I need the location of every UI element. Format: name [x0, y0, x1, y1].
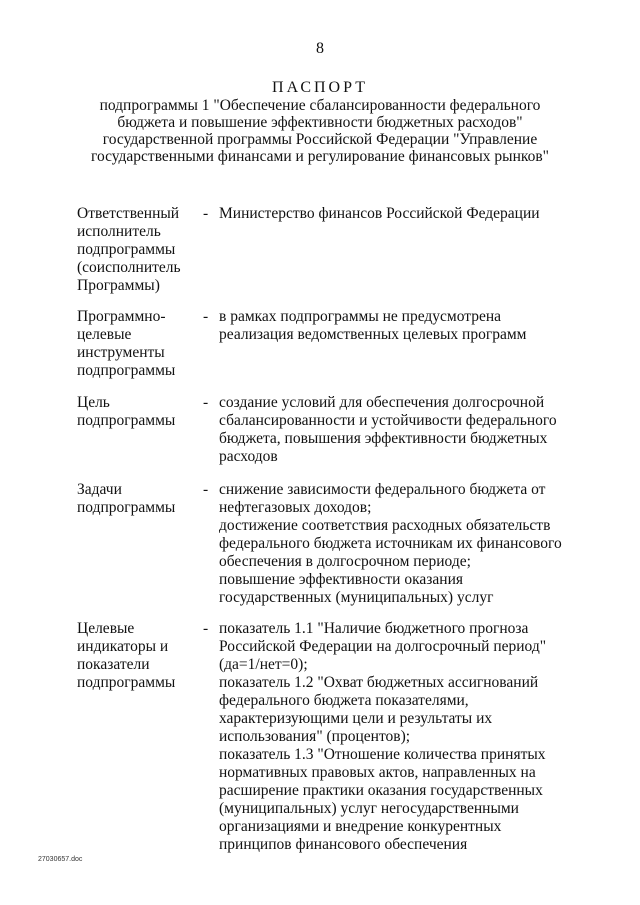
row-value: [219, 205, 559, 223]
label-line: подпрограммы: [77, 412, 176, 429]
value-line: показатель 1.1 "Наличие бюджетного прогноза: [219, 620, 529, 637]
document-title: ПАСПОРТ: [272, 79, 368, 96]
subtitle-line: бюджета и повышение эффективности бюджетных расходов": [117, 114, 523, 131]
value-line: нормативных правовых актов, направленных на: [219, 764, 536, 781]
value-line: реализация ведомственных целевых программ: [219, 326, 527, 343]
label-line: инструменты: [77, 344, 165, 361]
row-dash: -: [203, 481, 209, 498]
document-subtitle: [60, 97, 580, 165]
value-line: снижение зависимости федерального бюджета от: [219, 481, 546, 498]
label-line: индикаторы и: [77, 638, 169, 655]
label-line: целевые: [77, 326, 132, 343]
page-number: 8: [316, 40, 324, 57]
row-label: [77, 481, 195, 517]
value-line: принципов финансового обеспечения: [219, 836, 468, 853]
row-dash: -: [203, 394, 209, 411]
row-value: [219, 481, 562, 607]
label-line: Задачи: [77, 481, 122, 498]
value-line: сбалансированности и устойчивости федерального: [219, 412, 557, 429]
value-line: Российской Федерации на долгосрочный период": [219, 638, 547, 655]
row-value: [219, 394, 559, 466]
row-dash: -: [203, 205, 209, 222]
subtitle-line: государственной программы Российской Федерации "Управление: [102, 131, 538, 148]
value-line: расходов: [219, 448, 278, 465]
value-line: федерального бюджета источникам их финансового: [219, 535, 562, 552]
value-line: государственных (муниципальных) услуг: [219, 589, 494, 606]
row-label: [77, 620, 195, 692]
label-line: Цель: [77, 394, 110, 411]
value-line: обеспечения в долгосрочном периоде;: [219, 553, 471, 570]
value-line: в рамках подпрограммы не предусмотрена: [219, 308, 502, 325]
label-line: подпрограммы: [77, 241, 176, 258]
value-line: расширение практики оказания государственных: [219, 782, 543, 799]
value-line: Министерство финансов Российской Федерации: [219, 205, 540, 222]
row-label: [77, 394, 195, 430]
label-line: (соисполнитель: [77, 259, 181, 276]
label-line: Ответственный: [77, 205, 180, 222]
subtitle-line: подпрограммы 1 "Обеспечение сбалансированности федерального: [99, 97, 541, 114]
value-line: показатель 1.3 "Отношение количества принятых: [219, 746, 546, 763]
row-label: [77, 205, 195, 295]
subtitle-line: государственными финансами и регулирование финансовых рынков": [90, 148, 550, 165]
row-dash: -: [203, 620, 209, 637]
value-line: создание условий для обеспечения долгосрочной: [219, 394, 545, 411]
label-line: Программно-: [77, 308, 166, 325]
value-line: повышение эффективности оказания: [219, 571, 463, 588]
row-label: [77, 308, 195, 380]
label-line: подпрограммы: [77, 499, 176, 516]
value-line: федерального бюджета показателями,: [219, 692, 469, 709]
value-line: характеризующими цели и результаты их: [219, 710, 493, 727]
file-name-footer: 27030657.doc: [38, 856, 83, 863]
row-value: [219, 620, 559, 854]
value-line: нефтегазовых доходов;: [219, 499, 372, 516]
label-line: подпрограммы: [77, 362, 176, 379]
label-line: подпрограммы: [77, 674, 176, 691]
label-line: Целевые: [77, 620, 135, 637]
value-line: (да=1/нет=0);: [219, 656, 308, 673]
label-line: показатели: [77, 656, 150, 673]
value-line: организациями и внедрение конкурентных: [219, 818, 502, 835]
value-line: (муниципальных) услуг негосударственными: [219, 800, 519, 817]
value-line: показатель 1.2 "Охват бюджетных ассигнований: [219, 674, 539, 691]
value-line: достижение соответствия расходных обязательств: [219, 517, 551, 534]
value-line: бюджета, повышения эффективности бюджетных: [219, 430, 548, 447]
row-dash: -: [203, 308, 209, 325]
label-line: исполнитель: [77, 223, 161, 240]
row-value: [219, 308, 559, 344]
label-line: Программы): [77, 277, 160, 294]
value-line: использования" (процентов);: [219, 728, 411, 745]
